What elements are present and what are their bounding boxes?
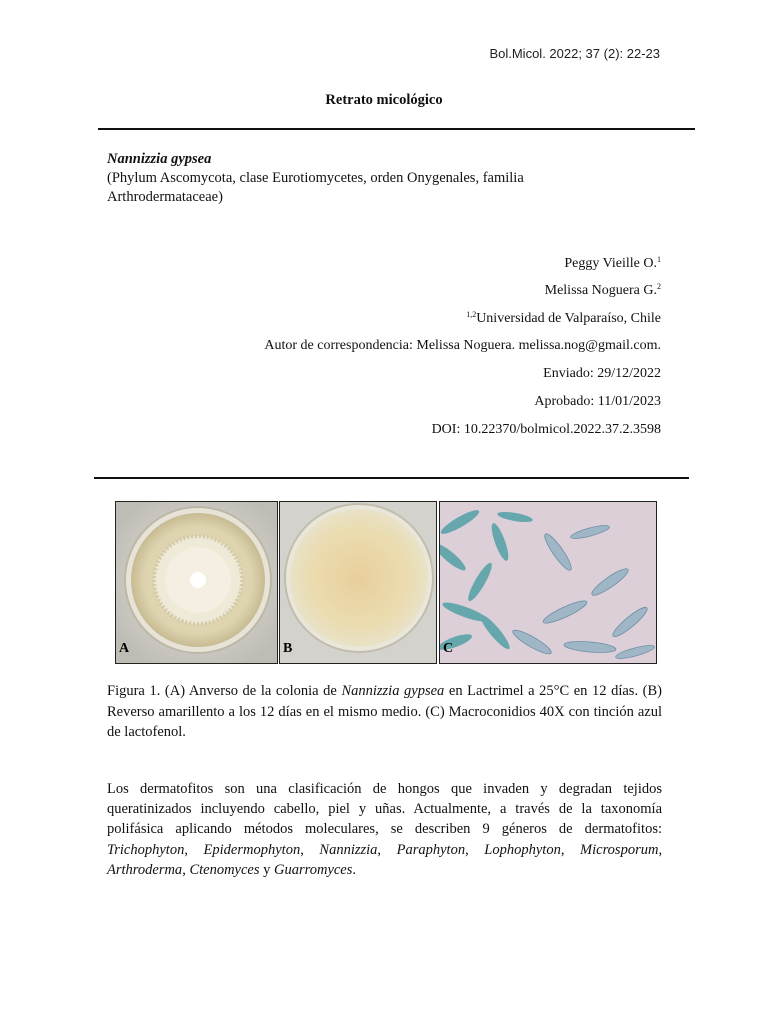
doi: DOI: 10.22370/bolmicol.2022.37.2.3598 bbox=[431, 422, 661, 437]
panel-label-a: A bbox=[119, 641, 130, 656]
figure-caption bbox=[107, 681, 662, 743]
petri-dish-obverse-image bbox=[116, 502, 278, 664]
author-1 bbox=[564, 255, 661, 272]
panel-label-b: B bbox=[283, 641, 293, 656]
author-2-name: Melissa Noguera G. bbox=[544, 283, 657, 298]
bottom-divider bbox=[94, 477, 689, 479]
genera-conjunction: y bbox=[259, 861, 274, 878]
genus-3: Nannizzia bbox=[319, 841, 378, 858]
panel-a-photo bbox=[115, 501, 278, 664]
date-sent: Enviado: 29/12/2022 bbox=[543, 366, 661, 381]
genus-4: Paraphyton bbox=[396, 841, 466, 858]
caption-part-1: Figura 1. (A) Anverso de la colonia de bbox=[107, 683, 342, 699]
author-2 bbox=[545, 282, 661, 299]
petri-dish-reverse-image bbox=[280, 502, 437, 664]
genus-1: Trichophyton bbox=[107, 841, 185, 858]
affiliation-text: Universidad de Valparaíso, Chile bbox=[476, 311, 661, 326]
affiliation bbox=[466, 310, 661, 327]
author-2-affil-mark: 2 bbox=[657, 282, 661, 291]
figure-1 bbox=[115, 501, 657, 664]
author-1-affil-mark: 1 bbox=[657, 255, 661, 264]
genus-7: Arthroderma bbox=[107, 861, 183, 878]
panel-label-c: C bbox=[443, 641, 454, 656]
top-divider bbox=[98, 128, 695, 130]
genus-6: Microsporum bbox=[580, 841, 659, 858]
genus-5: Lophophyton bbox=[484, 841, 561, 858]
caption-species: Nannizzia gypsea bbox=[341, 683, 445, 699]
body-intro: Los dermatofitos son una clasificación de hongos que invaden y degradan tejidos queratinizados incluyendo cabello, piel y uñas. Actualmente, a través de la taxonomía polifásica aplicando métodos moleculares, se describen 9 géneros de dermatofitos: bbox=[107, 781, 662, 838]
panel-c-photo bbox=[439, 501, 657, 664]
section-title: Retrato micológico bbox=[325, 92, 443, 108]
author-1-name: Peggy Vieille O. bbox=[564, 256, 657, 271]
caption-part-2: en Lactrimel a 25°C en 12 días. (B) Reverso amarillento a los 12 días en el mismo medio. (C) Macroconidios 40X con tinción azul de lactofenol. bbox=[107, 683, 662, 740]
correspondence: Autor de correspondencia: Melissa Noguera. melissa.nog@gmail.com. bbox=[264, 338, 661, 353]
date-approved: Aprobado: 11/01/2023 bbox=[534, 394, 661, 409]
genus-8: Ctenomyces bbox=[189, 861, 260, 878]
species-name: Nannizzia gypsea bbox=[107, 151, 212, 167]
taxonomy-line-2: Arthrodermataceae) bbox=[107, 189, 223, 205]
species-block bbox=[107, 150, 524, 207]
panel-b-photo bbox=[279, 501, 437, 664]
taxonomy-line-1: (Phylum Ascomycota, clase Eurotiomycetes, orden Onygenales, familia bbox=[107, 170, 524, 186]
macroconidia-micrograph-image bbox=[440, 502, 657, 664]
genus-2: Epidermophyton bbox=[203, 841, 301, 858]
journal-reference: Bol.Micol. 2022; 37 (2): 22-23 bbox=[489, 46, 660, 61]
body-end: . bbox=[352, 861, 357, 878]
genus-9: Guarromyces bbox=[274, 861, 353, 878]
body-paragraph: Los dermatofitos son una clasificación de hongos que invaden y degradan tejidos queratinizados incluyendo cabello, piel y uñas. Actualmente, a través de la taxonomía polifásica aplicando métodos moleculares, se describen 9 géneros de dermatofitos: Trichophyton, Epidermophyton, Nannizzia, Paraphyton, Lophophyton, Microsporum, Arthroderma, Ctenomyces y Guarromyces. bbox=[107, 781, 663, 878]
affiliation-mark: 1,2 bbox=[466, 310, 477, 319]
